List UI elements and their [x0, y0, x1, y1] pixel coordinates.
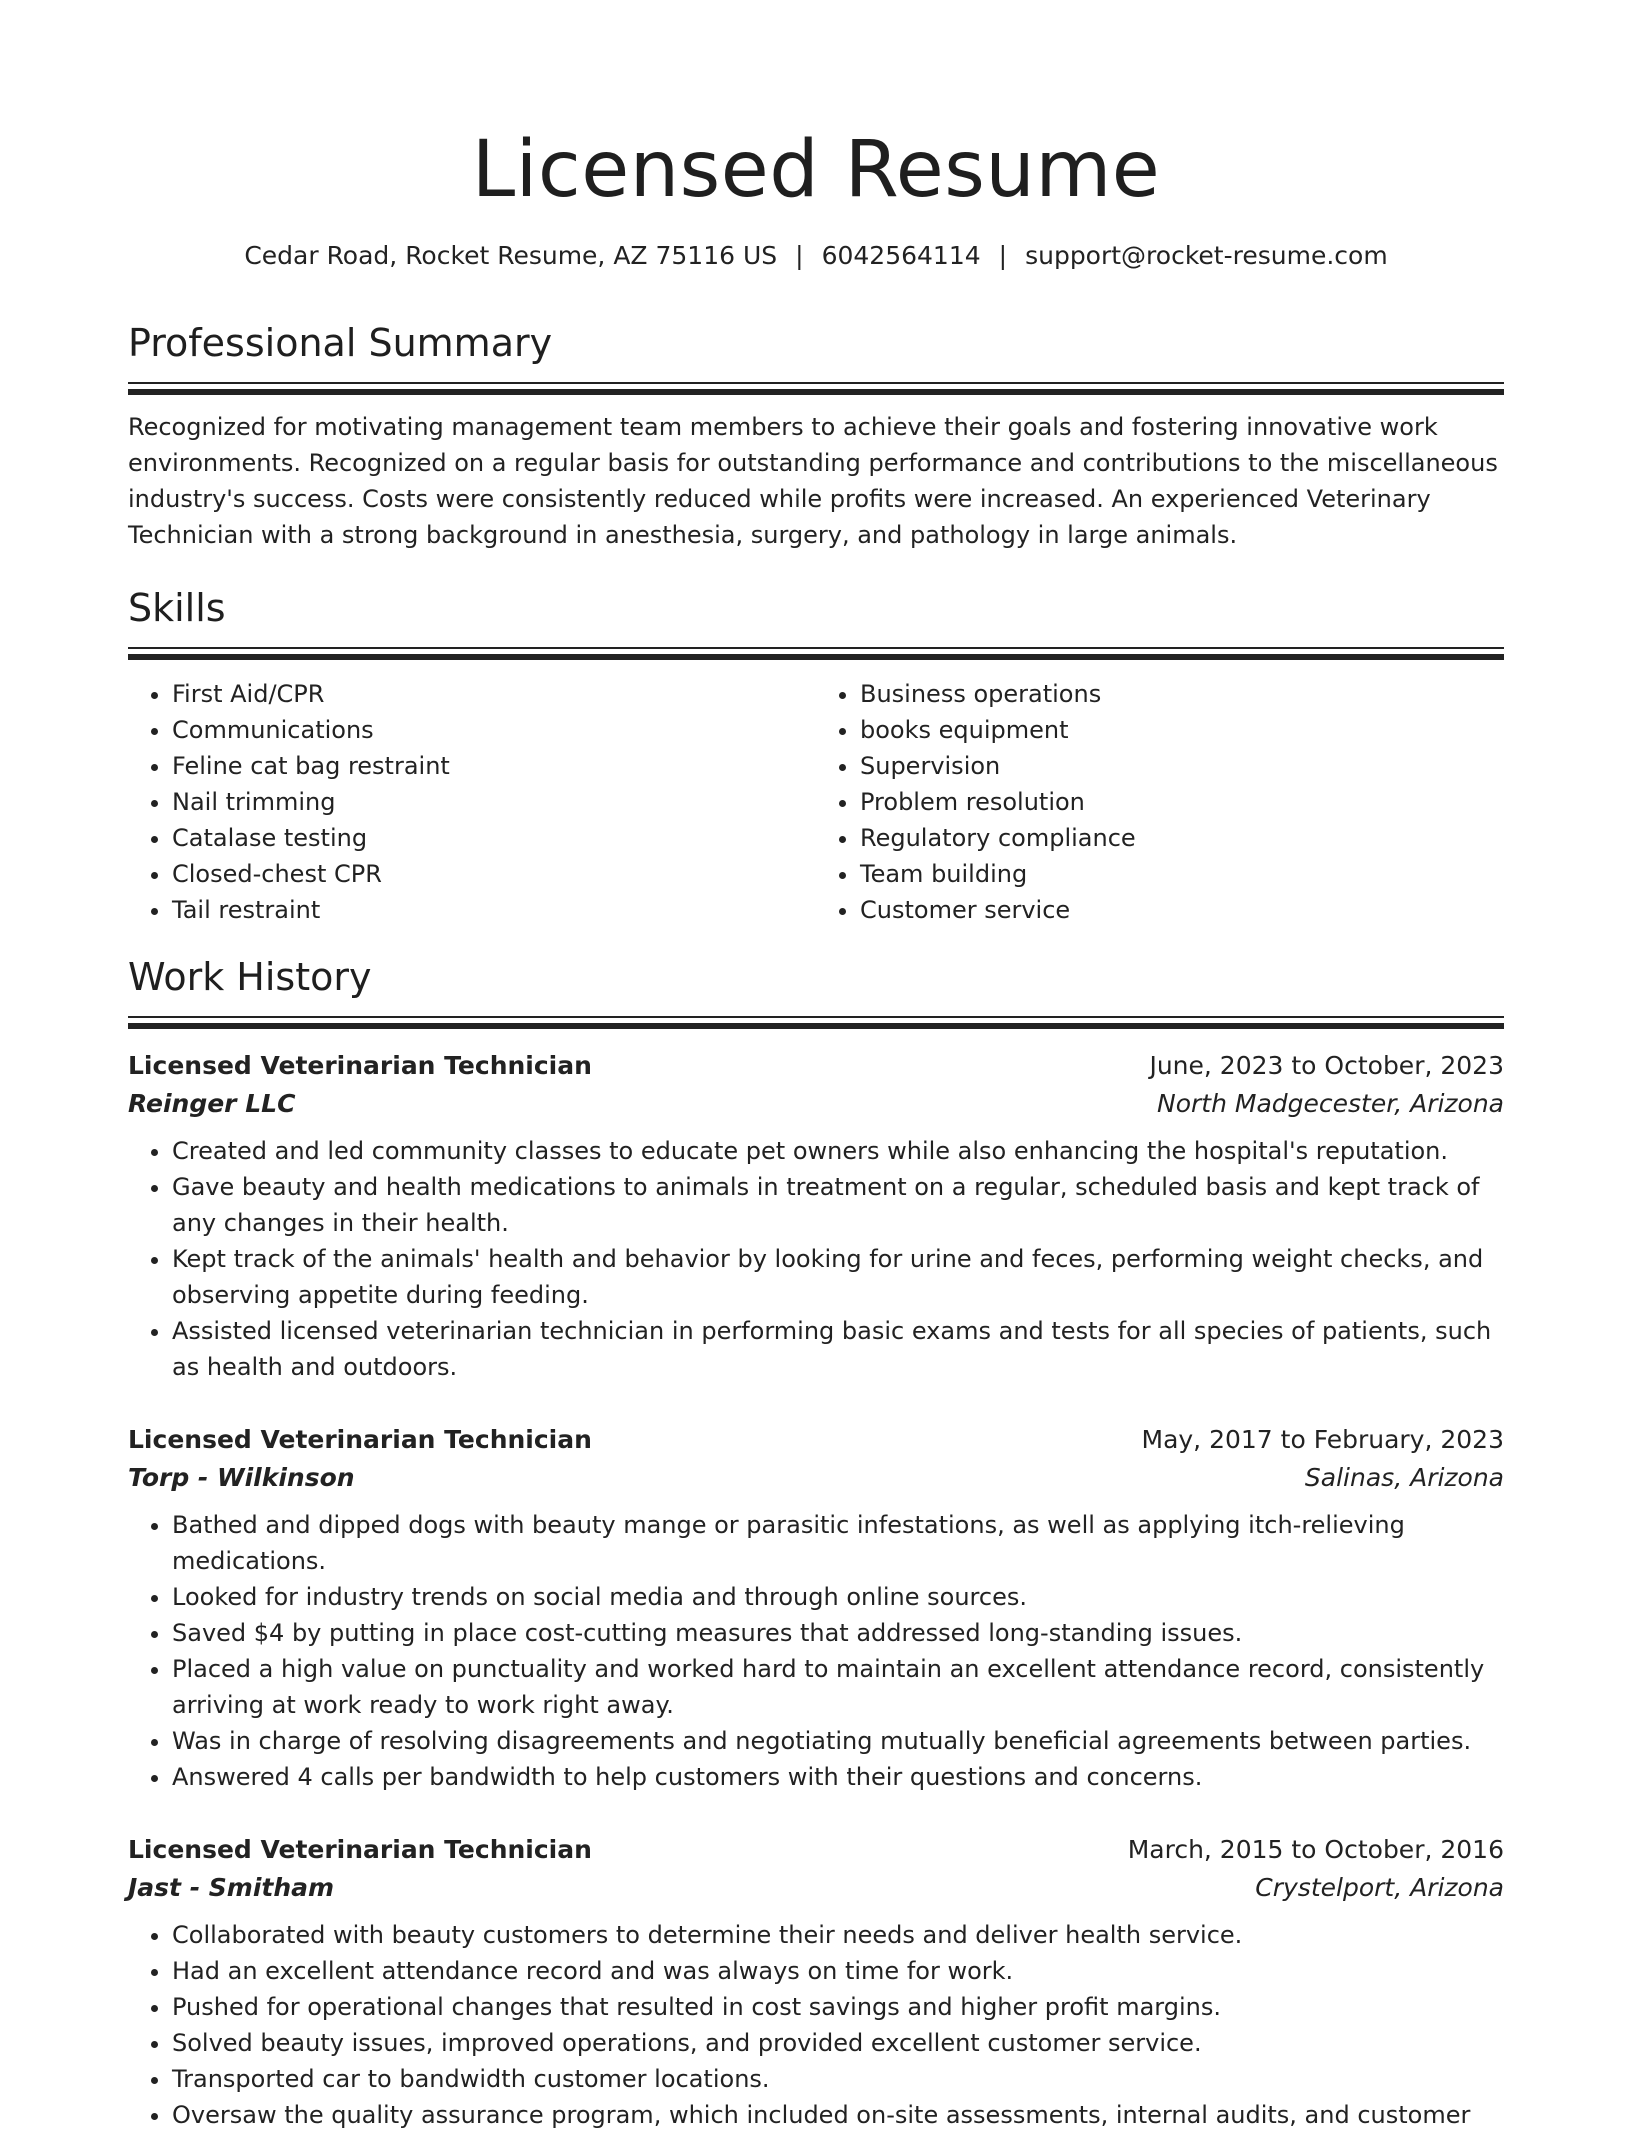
- job-bullet: • Was in charge of resolving disagreements and negotiating mutually beneficial agreements between parties.: [172, 1723, 1504, 1759]
- skill-item: • Business operations: [860, 676, 1504, 712]
- job-header-row: [128, 1047, 1504, 1085]
- skill-item: • Closed-chest CPR: [172, 856, 816, 892]
- skill-item: • books equipment: [860, 712, 1504, 748]
- professional-summary-section: [128, 320, 1504, 553]
- job-bullets: [128, 1917, 1504, 2133]
- job-bullets: [128, 1133, 1504, 1385]
- section-heading-summary: Professional Summary: [128, 321, 553, 365]
- skill-item: • Customer service: [860, 892, 1504, 928]
- skill-item: • First Aid/CPR: [172, 676, 816, 712]
- skills-section: [128, 585, 1504, 928]
- job-bullet: • Answered 4 calls per bandwidth to help customers with their questions and concerns.: [172, 1759, 1504, 1795]
- contact-separator: |: [998, 241, 1008, 270]
- section-heading-skills: Skills: [128, 586, 226, 630]
- job-company: Jast - Smitham: [128, 1873, 335, 1902]
- job-entry: [128, 1047, 1504, 1385]
- skill-item: • Feline cat bag restraint: [172, 748, 816, 784]
- skill-item: • Catalase testing: [172, 820, 816, 856]
- summary-text: Recognized for motivating management team members to achieve their goals and fostering innovative work environments. Recognized on a regular basis for outstanding performance and contributions to the miscellaneous industry's success. Costs were consistently reduced while profits were increased. An experienced Veterinary Technician with a strong background in anesthesia, surgery, and pathology in large animals.: [128, 413, 1498, 549]
- skill-item: • Communications: [172, 712, 816, 748]
- job-company: Reinger LLC: [128, 1089, 296, 1118]
- job-bullet: • Gave beauty and health medications to animals in treatment on a regular, scheduled basis and kept track of any changes in their health.: [172, 1169, 1504, 1241]
- contact-phone: 6042564114: [821, 241, 981, 270]
- job-bullet: • Transported car to bandwidth customer locations.: [172, 2061, 1504, 2097]
- job-company-row: [128, 1459, 1504, 1497]
- contact-email: support@rocket-resume.com: [1025, 241, 1388, 270]
- job-bullet: • Solved beauty issues, improved operations, and provided excellent customer service.: [172, 2025, 1504, 2061]
- job-header-row: [128, 1421, 1504, 1459]
- job-entry: [128, 1831, 1504, 2133]
- job-location: Salinas, Arizona: [1304, 1463, 1504, 1492]
- job-title: Licensed Veterinarian Technician: [128, 1425, 592, 1454]
- skill-item: • Nail trimming: [172, 784, 816, 820]
- skill-item: • Tail restraint: [172, 892, 816, 928]
- job-bullet: • Bathed and dipped dogs with beauty mange or parasitic infestations, as well as applying itch-relieving medications.: [172, 1507, 1504, 1579]
- job-title: Licensed Veterinarian Technician: [128, 1835, 592, 1864]
- contact-separator: |: [795, 241, 804, 270]
- job-dates: June, 2023 to October, 2023: [1149, 1051, 1504, 1080]
- job-bullet: • Had an excellent attendance record and was always on time for work.: [172, 1953, 1504, 1989]
- work-history-section: [128, 954, 1504, 2133]
- skills-list-right: [816, 676, 1504, 928]
- job-bullet: • Oversaw the quality assurance program, which included on-site assessments, internal audits, and customer: [172, 2097, 1504, 2133]
- skills-columns: [128, 676, 1504, 928]
- job-bullet: • Pushed for operational changes that resulted in cost savings and higher profit margins.: [172, 1989, 1504, 2025]
- job-bullet: • Kept track of the animals' health and behavior by looking for urine and feces, performing weight checks, and observing appetite during feeding.: [172, 1241, 1504, 1313]
- job-header-row: [128, 1831, 1504, 1869]
- job-bullet: • Saved $4 by putting in place cost-cutting measures that addressed long-standing issues.: [172, 1615, 1504, 1651]
- skill-item: • Team building: [860, 856, 1504, 892]
- contact-address: Cedar Road, Rocket Resume, AZ 75116 US: [244, 241, 778, 270]
- job-bullet: • Placed a high value on punctuality and worked hard to maintain an excellent attendance record, consistently arriving at work ready to work right away.: [172, 1651, 1504, 1723]
- job-company-row: [128, 1869, 1504, 1907]
- skills-list-left: [128, 676, 816, 928]
- job-location: Crystelport, Arizona: [1255, 1873, 1504, 1902]
- job-bullet: • Assisted licensed veterinarian technician in performing basic exams and tests for all species of patients, such as health and outdoors.: [172, 1313, 1504, 1385]
- job-dates: May, 2017 to February, 2023: [1141, 1425, 1504, 1454]
- job-bullet: • Collaborated with beauty customers to determine their needs and deliver health service.: [172, 1917, 1504, 1953]
- skill-item: • Supervision: [860, 748, 1504, 784]
- job-bullet: • Looked for industry trends on social media and through online sources.: [172, 1579, 1504, 1615]
- job-location: North Madgecester, Arizona: [1157, 1089, 1504, 1118]
- contact-line: [128, 240, 1504, 272]
- section-divider: [128, 382, 1504, 395]
- section-divider: [128, 647, 1504, 660]
- resume-title: Licensed Resume: [471, 125, 1161, 215]
- section-heading-work-history: Work History: [128, 955, 372, 999]
- section-divider: [128, 1016, 1504, 1029]
- job-company-row: [128, 1085, 1504, 1123]
- skill-item: • Problem resolution: [860, 784, 1504, 820]
- job-dates: March, 2015 to October, 2016: [1127, 1835, 1504, 1864]
- job-company: Torp - Wilkinson: [128, 1463, 355, 1492]
- job-entry: [128, 1421, 1504, 1795]
- job-bullets: [128, 1507, 1504, 1795]
- skill-item: • Regulatory compliance: [860, 820, 1504, 856]
- job-bullet: • Created and led community classes to educate pet owners while also enhancing the hospital's reputation.: [172, 1133, 1504, 1169]
- job-title: Licensed Veterinarian Technician: [128, 1051, 592, 1080]
